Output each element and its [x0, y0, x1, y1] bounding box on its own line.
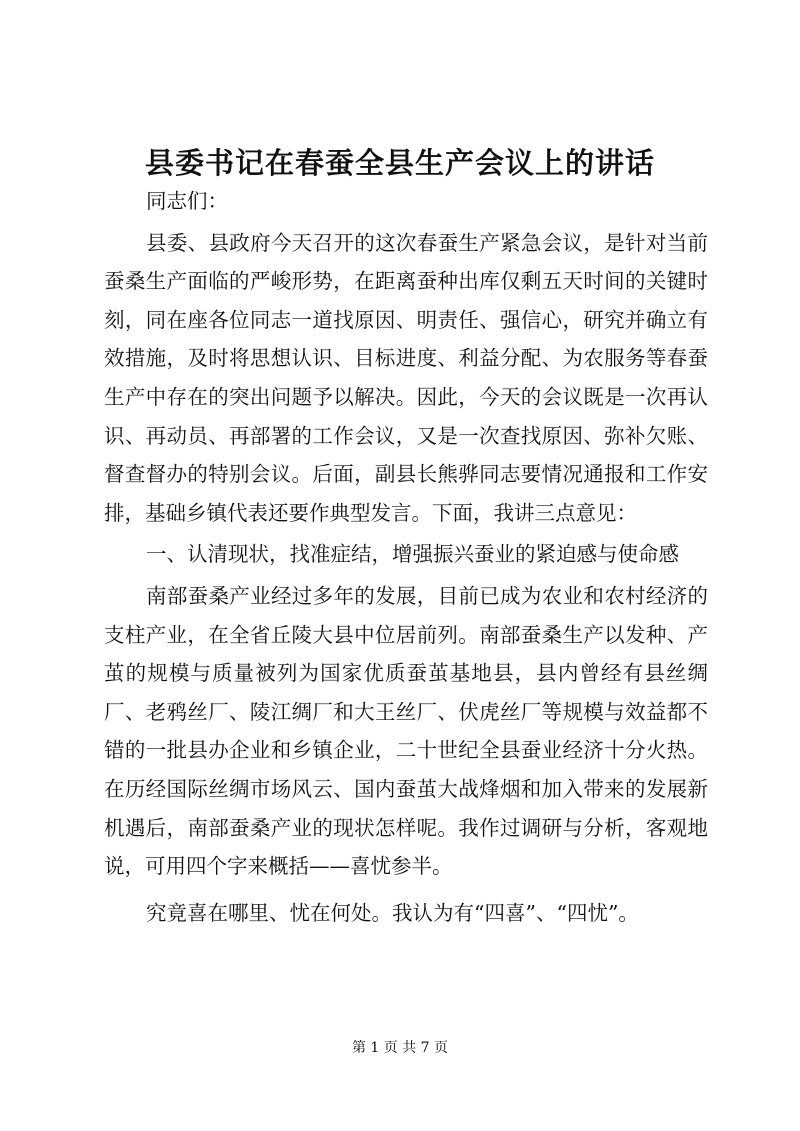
document-body	[104, 182, 708, 932]
body-paragraph: 南部蚕桑产业经过多年的发展，目前已成为农业和农村经济的支柱产业，在全省丘陵大县中位居前列。南部蚕桑生产以发种、产茧的规模与质量被列为国家优质蚕茧基地县，县内曾经有县丝绸厂、老鸦丝厂、陵江绸厂和大王丝厂、伏虎丝厂等规模与效益都不错的一批县办企业和乡镇企业，二十世纪全县蚕业经济十分火热。在历经国际丝绸市场风云、国内蚕茧大战烽烟和加入带来的发展新机遇后，南部蚕桑产业的现状怎样呢。我作过调研与分析，客观地说，可用四个字来概括——喜忧参半。	[104, 583, 708, 879]
salutation-paragraph: 同志们：	[146, 189, 228, 213]
intro-paragraph: 县委、县政府今天召开的这次春蚕生产紧急会议，是针对当前蚕桑生产面临的严峻形势，在距离蚕种出库仅剩五天时间的关键时刻，同在座各位同志一道找原因、明责任、强信心，研究并确立有效措施，及时将思想认识、目标进度、利益分配、为农服务等春蚕生产中存在的突出问题予以解决。因此，今天的会议既是一次再认识、再动员、再部署的工作会议，又是一次查找原因、弥补欠账、督查督办的特别会议。后面，副县长熊骅同志要情况通报和工作安排，基础乡镇代表还要作典型发言。下面，我讲三点意见：	[104, 230, 708, 525]
section-heading: 一、认清现状，找准症结，增强振兴蚕业的紧迫感与使命感	[146, 542, 679, 567]
page-number: 第 1 页 共 7 页	[351, 1040, 449, 1056]
closing-paragraph: 究竟喜在哪里、忧在何处。我认为有“四喜”、“四忧”。	[146, 900, 639, 925]
document-title: 县委书记在春蚕全县生产会议上的讲话	[144, 146, 655, 180]
